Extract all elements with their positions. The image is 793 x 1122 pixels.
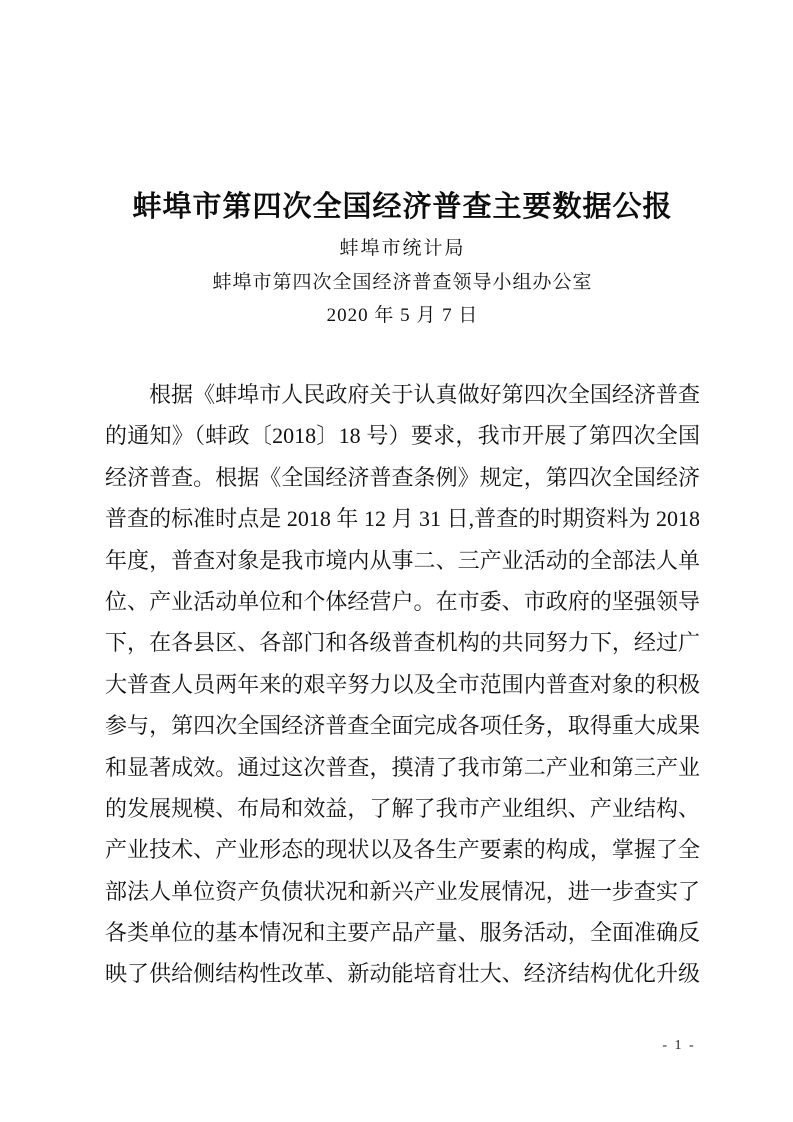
document-body <box>105 374 700 995</box>
paragraph-line: 经济普查。根据《全国经济普查条例》规定，第四次全国经济 <box>105 464 700 490</box>
paragraph-line: 位、产业活动单位和个体经营户。在市委、市政府的坚强领导 <box>105 588 700 614</box>
document-title: 蚌埠市第四次全国经济普查主要数据公报 <box>132 191 673 223</box>
paragraph-line: 的通知》（蚌政〔2018〕18 号）要求，我市开展了第四次全国 <box>105 423 700 449</box>
paragraph-line: 产业技术、产业形态的现状以及各生产要素的构成，掌握了全 <box>105 837 700 863</box>
paragraph-line: 大普查人员两年来的艰辛努力以及全市范围内普查对象的积极 <box>105 671 700 697</box>
paragraph-line: 年度，普查对象是我市境内从事二、三产业活动的全部法人单 <box>105 547 700 573</box>
paragraph-line: 部法人单位资产负债状况和新兴产业发展情况，进一步查实了 <box>105 878 700 904</box>
paragraph-line: 映了供给侧结构性改革、新动能培育壮大、经济结构优化升级 <box>105 961 700 987</box>
paragraph-line: 和显著成效。通过这次普查，摸清了我市第二产业和第三产业 <box>105 754 700 780</box>
paragraph-line: 参与，第四次全国经济普查全面完成各项任务，取得重大成果 <box>105 713 700 739</box>
paragraph-line: 的发展规模、布局和效益，了解了我市产业组织、产业结构、 <box>105 795 700 821</box>
document-content <box>105 0 700 995</box>
issuer-census-leading-group-office: 蚌埠市第四次全国经济普查领导小组办公室 <box>212 272 593 293</box>
paragraph-line: 下，在各县区、各部门和各级普查机构的共同努力下，经过广 <box>105 630 700 656</box>
publish-date: 2020 年 5 月 7 日 <box>326 305 479 326</box>
paragraph-line: 各类单位的基本情况和主要产品产量、服务活动，全面准确反 <box>105 920 700 946</box>
issuer-statistics-bureau: 蚌埠市统计局 <box>339 238 466 259</box>
paragraph-line: 根据《蚌埠市人民政府关于认真做好第四次全国经济普查 <box>149 382 700 407</box>
paragraph-line: 普查的标准时点是 2018 年 12 月 31 日,普查的时期资料为 2018 <box>105 506 700 532</box>
page-number: - 1 - <box>662 1038 696 1053</box>
